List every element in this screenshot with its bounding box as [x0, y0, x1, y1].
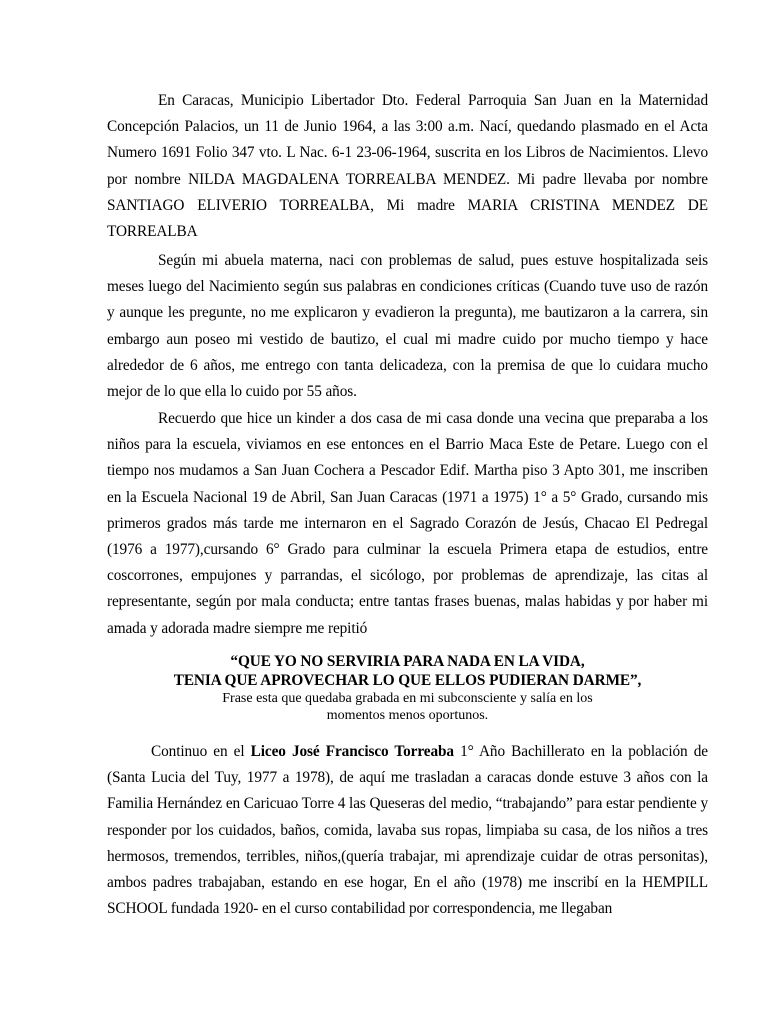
paragraph-liceo: [107, 739, 708, 922]
school-name-bold: Liceo José Francisco Torreaba: [250, 743, 454, 760]
paragraph-liceo-rest: 1° Año Bachillerato en la población de (Santa Lucia del Tuy, 1977 a 1978), de aquí me trasladan a caracas donde estuve 3 años con la Familia Hernández en Caricuao Torre 4 las Queseras del medio, “trabajando” para estar pendiente y responder por los cuidados, baños, comida, lavaba sus ropas, limpiaba su casa, de los niños a tres hermosos, tremendos, terribles, niños,(quería trabajar, mi aprendizaje cuidar de otras personitas), ambos padres trabajaban, estando en ese hogar, En el año (1978) me inscribí en la HEMPILL SCHOOL fundada 1920- en el curso contabilidad por correspondencia, me llegaban: [107, 743, 708, 918]
quote-note-1: Frase esta que quedaba grabada en mi subconsciente y salía en los: [222, 691, 593, 706]
paragraph-school: Recuerdo que hice un kinder a dos casa de mi casa donde una vecina que preparaba a los niños para la escuela, viviamos en ese entonces en el Barrio Maca Este de Petare. Luego con el tiempo nos mudamos a San Juan Cochera a Pescador Edif. Martha piso 3 Apto 301, me inscriben en la Escuela Nacional 19 de Abril, San Juan Caracas (1971 a 1975) 1° a 5° Grado, cursando mis primeros grados más tarde me internaron en el Sagrado Corazón de Jesús, Chacao El Pedregal (1976 a 1977),cursando 6° Grado para culminar la escuela Primera etapa de estudios, entre coscorrones, empujones y parrandas, el sicólogo, por problemas de aprendizaje, las citas al representante, según por mala conducta; entre tantas frases buenas, malas habidas y por haber mi amada y adorada madre siempre me repitió: [107, 410, 708, 637]
quote-line-2: TENIA QUE APROVECHAR LO QUE ELLOS PUDIERAN DARME”,: [173, 672, 642, 689]
quote-line-1: “QUE YO NO SERVIRIA PARA NADA EN LA VIDA,: [230, 653, 585, 670]
quote-note-2: momentos menos oportunos.: [326, 708, 489, 723]
paragraph-health: Según mi abuela materna, naci con problemas de salud, pues estuve hospitalizada seis meses luego del Nacimiento según sus palabras en condiciones críticas (Cuando tuve uso de razón y aunque les pregunte, no me explicaron y evadieron la pregunta), me bautizaron a la carrera, sin embargo aun poseo mi vestido de bautizo, el cual mi madre cuido por mucho tiempo y hace alrededor de 6 años, me entrego con tanta delicadeza, con la premisa de que lo cuidara mucho mejor de lo que ella lo cuido por 55 años.: [107, 252, 708, 401]
paragraph-liceo-start: Continuo en el: [151, 743, 251, 760]
quote-block: [107, 652, 708, 724]
paragraph-birth: En Caracas, Municipio Libertador Dto. Federal Parroquia San Juan en la Maternidad Concepción Palacios, un 11 de Junio 1964, a las 3:00 a.m. Nací, quedando plasmado en el Acta Numero 1691 Folio 347 vto. L Nac. 6-1 23-06-1964, suscrita en los Libros de Nacimientos. Llevo por nombre NILDA MAGDALENA TORREALBA MENDEZ. Mi padre llevaba por nombre SANTIAGO ELIVERIO TORREALBA, Mi madre MARIA CRISTINA MENDEZ DE TORREALBA: [107, 92, 708, 241]
